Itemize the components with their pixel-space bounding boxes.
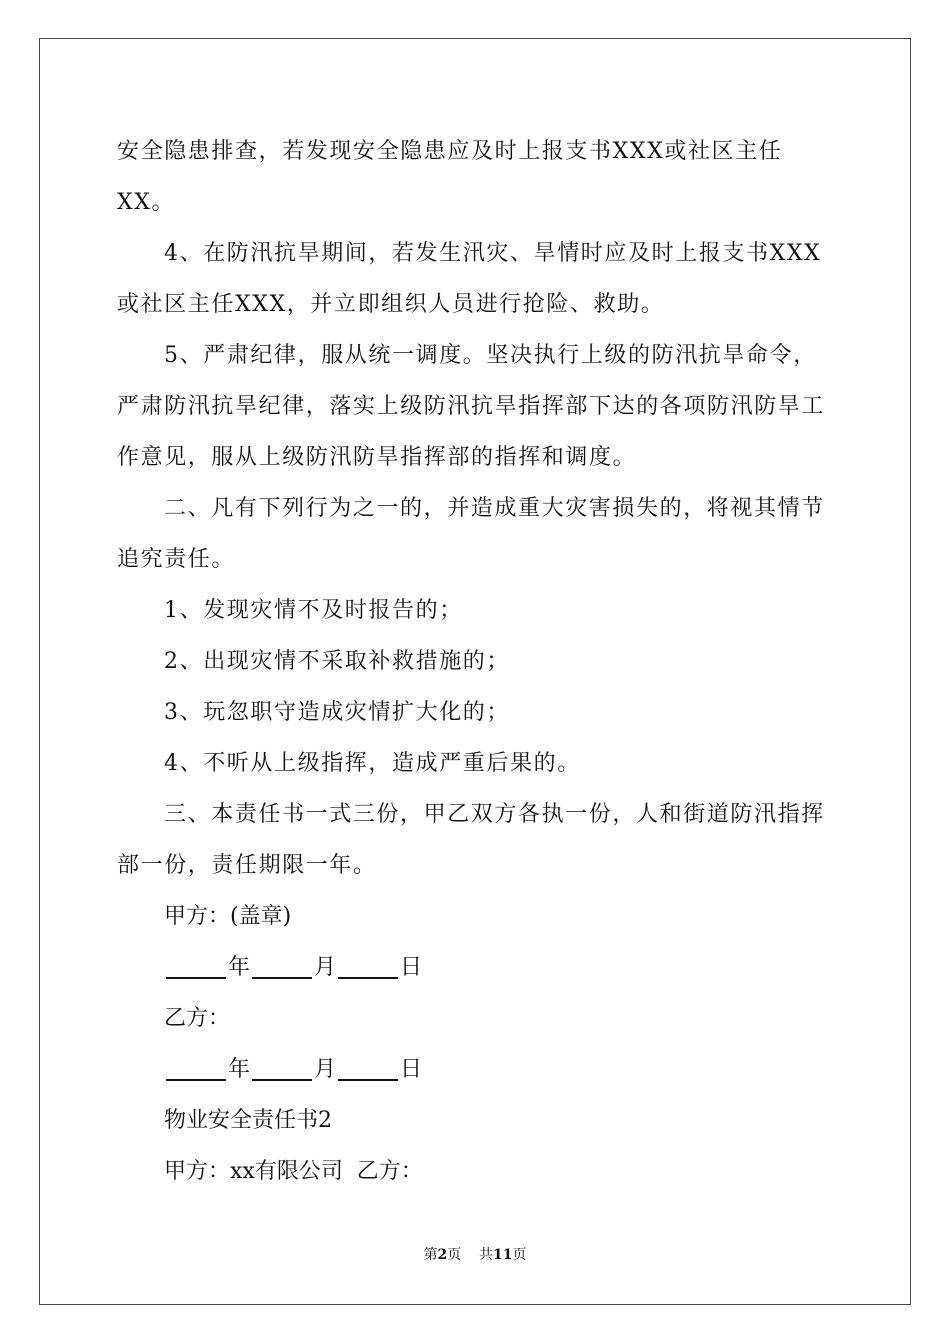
day-label: 日 [400,1057,423,1082]
party-a-label: 甲方：(盖章) [164,904,292,929]
party-b-label: 乙方： [164,1006,231,1031]
date-blank [252,1079,312,1081]
paragraph-line: 三、本责任书一式三份，甲乙双方各执一份，人和街道防汛指挥 [164,802,825,827]
paragraph-line: 或社区主任XXX，并立即组织人员进行抢险、救助。 [117,292,665,317]
year-label: 年 [228,1057,251,1082]
page-number: 2 [437,1247,448,1263]
paragraph-line: 3、玩忽职守造成灾情扩大化的； [164,700,510,725]
page-suffix: 页 [447,1247,462,1263]
party-b-date [117,1044,837,1095]
party-a-date [117,942,837,993]
paragraph-line: 安全隐患排查，若发现安全隐患应及时上报支书XXX或社区主任 [117,139,783,164]
paragraph-line: 部一份，责任期限一年。 [117,853,377,878]
paragraph-line: 二、凡有下列行为之一的，并造成重大灾害损失的，将视其情节 [164,496,825,521]
day-label: 日 [400,955,423,980]
paragraph-line: 严肃防汛抗旱纪律，落实上级防汛抗旱指挥部下达的各项防汛防旱工 [117,394,826,419]
paragraph-line: 2、出现灾情不采取补救措施的； [164,649,510,674]
section-parties: 甲方：xx有限公司 乙方： [164,1159,423,1184]
total-pages: 11 [493,1247,513,1263]
date-blank [252,977,312,979]
page-prefix: 第 [423,1247,438,1263]
paragraph-line: 4、在防汛抗旱期间，若发生汛灾、旱情时应及时上报支书XXX [164,241,822,266]
month-label: 月 [314,955,337,980]
section-title: 物业安全责任书2 [164,1108,332,1133]
page-footer [0,1244,950,1264]
year-label: 年 [228,955,251,980]
month-label: 月 [314,1057,337,1082]
total-prefix: 共 [479,1247,494,1263]
document-body [117,126,837,1197]
paragraph-line: 4、不听从上级指挥，造成严重后果的。 [164,751,581,776]
date-blank [338,1079,398,1081]
total-suffix: 页 [512,1247,527,1263]
paragraph-line: XX。 [117,190,176,215]
paragraph-line: 作意见，服从上级防汛防旱指挥部的指挥和调度。 [117,445,637,470]
date-blank [166,1079,226,1081]
paragraph-line: 5、严肃纪律，服从统一调度。坚决执行上级的防汛抗旱命令， [164,343,817,368]
date-blank [166,977,226,979]
paragraph-line: 1、发现灾情不及时报告的； [164,598,463,623]
date-blank [338,977,398,979]
paragraph-line: 追究责任。 [117,547,236,572]
